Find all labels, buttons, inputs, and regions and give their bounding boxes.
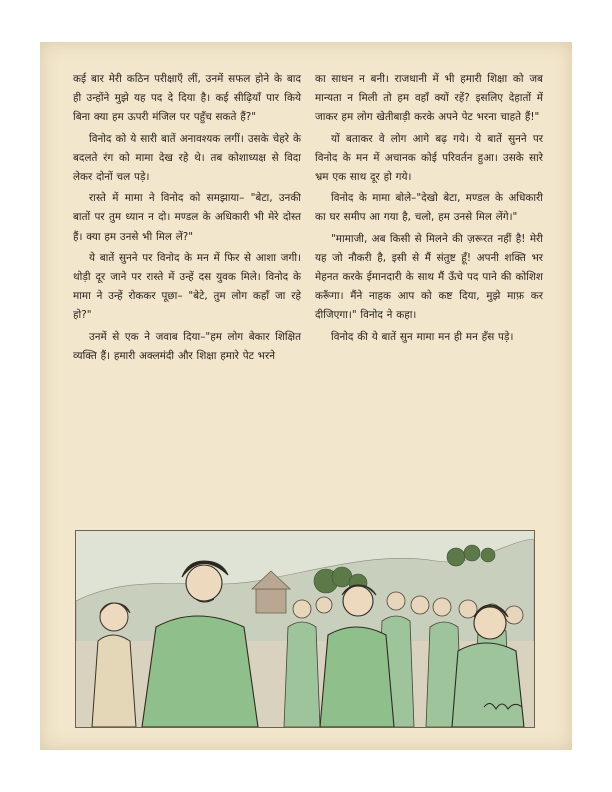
text-columns bbox=[73, 70, 543, 530]
paragraph: कई बार मेरी कठिन परीक्षाएँ लीं, उनमें सफल होने के बाद ही उन्होंने मुझे यह पद दे दिया है। कई सीढ़ियाँ पार किये बिना क्या हम ऊपरी मंजिल पर पहुँच सकते हैं?" bbox=[73, 73, 301, 124]
right-column bbox=[315, 70, 543, 530]
paragraph: उनमें से एक ने जवाब दिया–"हम लोग बेकार शिक्षित व्यक्ति हैं। हमारी अक्लमंदी और शिक्षा हमारे पेट भरने bbox=[73, 330, 301, 362]
story-illustration bbox=[75, 530, 535, 728]
paragraph: विनोद की ये बातें सुन मामा मन ही मन हँस पड़े। bbox=[331, 330, 514, 343]
book-page bbox=[40, 42, 572, 750]
paragraph: रास्ते में मामा ने विनोद को समझाया– "बेटा, उनकी बातों पर तुम ध्यान न दो। मण्डल के अधिकारी भी मेरे दोस्त हैं। क्या हम उनसे भी मिल लें?" bbox=[73, 192, 301, 243]
left-column bbox=[73, 70, 301, 530]
paragraph: विनोद को ये सारी बातें अनावश्यक लगीं। उसके चेहरे के बदलते रंग को मामा देख रहे थे। तब कोशाध्यक्ष से विदा लेकर दोनों चल पड़े। bbox=[73, 132, 301, 184]
paragraph: विनोद के मामा बोले–"देखो बेटा, मण्डल के अधिकारी का घर समीप आ गया है, चलो, हम उनसे मिल लेंगे।" bbox=[315, 192, 543, 224]
paragraph: "मामाजी, अब किसी से मिलने की ज़रूरत नहीं है! मेरी यह जो नौकरी है, इसी से मैं संतुष्ट हूँ! अपनी शक्ति भर मेहनत करके ईमानदारी के साथ मैं ऊँचे पद पाने की कोशिश करूँगा। मैंने नाहक आप को कष्ट दिया, मुझे माफ़ कर दीजिएगा।" विनोद ने कहा। bbox=[315, 232, 543, 322]
paragraph: ये बातें सुनने पर विनोद के मन में फिर से आशा जगी। थोड़ी दूर जाने पर रास्ते में उन्हें दस युवक मिले। विनोद के मामा ने उन्हें रोककर पूछा– "बेटे, तुम लोग कहाँ जा रहे हो?" bbox=[73, 251, 301, 322]
paragraph: यों बताकर वे लोग आगे बढ़ गये। ये बातें सुनने पर विनोद के मन में अचानक कोई परिवर्तन हुआ। उसके सारे भ्रम एक साथ दूर हो गये। bbox=[315, 132, 543, 184]
paragraph: का साधन न बनी। राजधानी में भी हमारी शिक्षा को जब मान्यता न मिली तो हम वहाँ क्यों रहें? इसलिए देहातों में जाकर हम लोग खेतीबाड़ी करके अपने पेट भरना चाहते हैं!" bbox=[315, 73, 543, 124]
